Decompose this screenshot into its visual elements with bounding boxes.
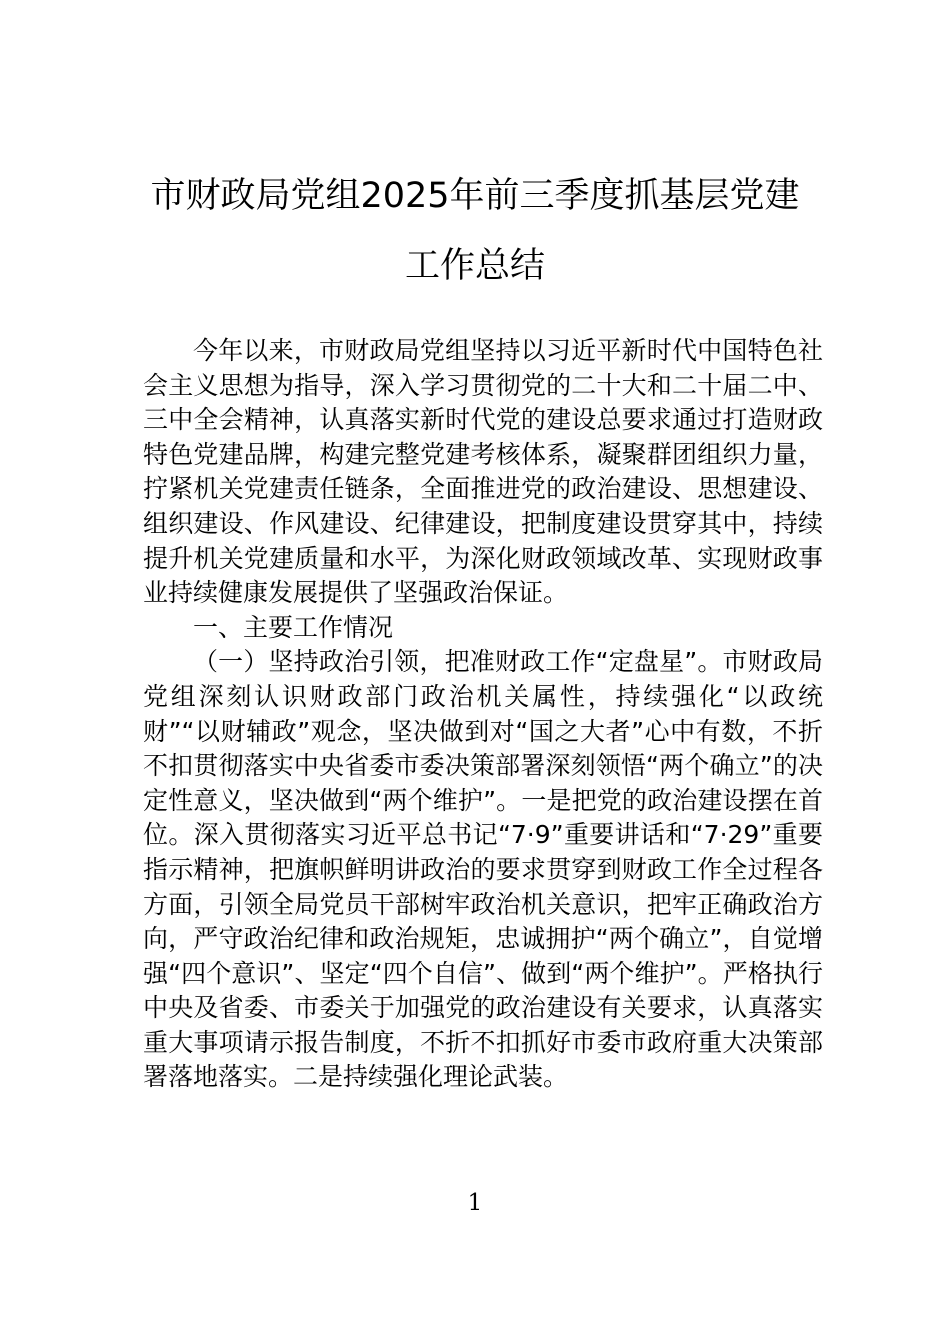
body-paragraph: （一）坚持政治引领，把准财政工作“定盘星”。市财政局党组深刻认识财政部门政治机关属性，持续强化“以政统财”“以财辅政”观念，坚决做到对“国之大者”心中有数，不折不扣贯彻落实中央省委市委决策部署深刻领悟“两个确立”的决定性意义，坚决做到“两个维护”。一是把党的政治建设摆在首位。深入贯彻落实习近平总书记“7·9”重要讲话和“7·29”重要指示精神，把旗帜鲜明讲政治的要求贯穿到财政工作全过程各方面，引领全局党员干部树牢政治机关意识，把牢正确政治方向，严守政治纪律和政治规矩，忠诚拥护“两个确立”，自觉增强“四个意识”、坚定“四个自信”、做到“两个维护”。严格执行中央及省委、市委关于加强党的政治建设有关要求，认真落实重大事项请示报告制度，不折不扣抓好市委市政府重大决策部署落地落实。二是持续强化理论武装。 (143, 647, 823, 1092)
document-body (143, 334, 823, 1095)
document-title-line-2: 工作总结 (404, 246, 545, 286)
document-title-line-1: 市财政局党组2025年前三季度抓基层党建 (150, 176, 800, 216)
section-heading: 一、主要工作情况 (193, 612, 394, 642)
intro-paragraph: 今年以来，市财政局党组坚持以习近平新时代中国特色社会主义思想为指导，深入学习贯彻党的二十大和二十届二中、三中全会精神，认真落实新时代党的建设总要求通过打造财政特色党建品牌，构建完整党建考核体系，凝聚群团组织力量，拧紧机关党建责任链条，全面推进党的政治建设、思想建设、组织建设、作风建设、纪律建设，把制度建设贯穿其中，持续提升机关党建质量和水平，为深化财政领域改革、实现财政事业持续健康发展提供了坚强政治保证。 (143, 336, 823, 608)
page-number: 1 (467, 1190, 483, 1216)
